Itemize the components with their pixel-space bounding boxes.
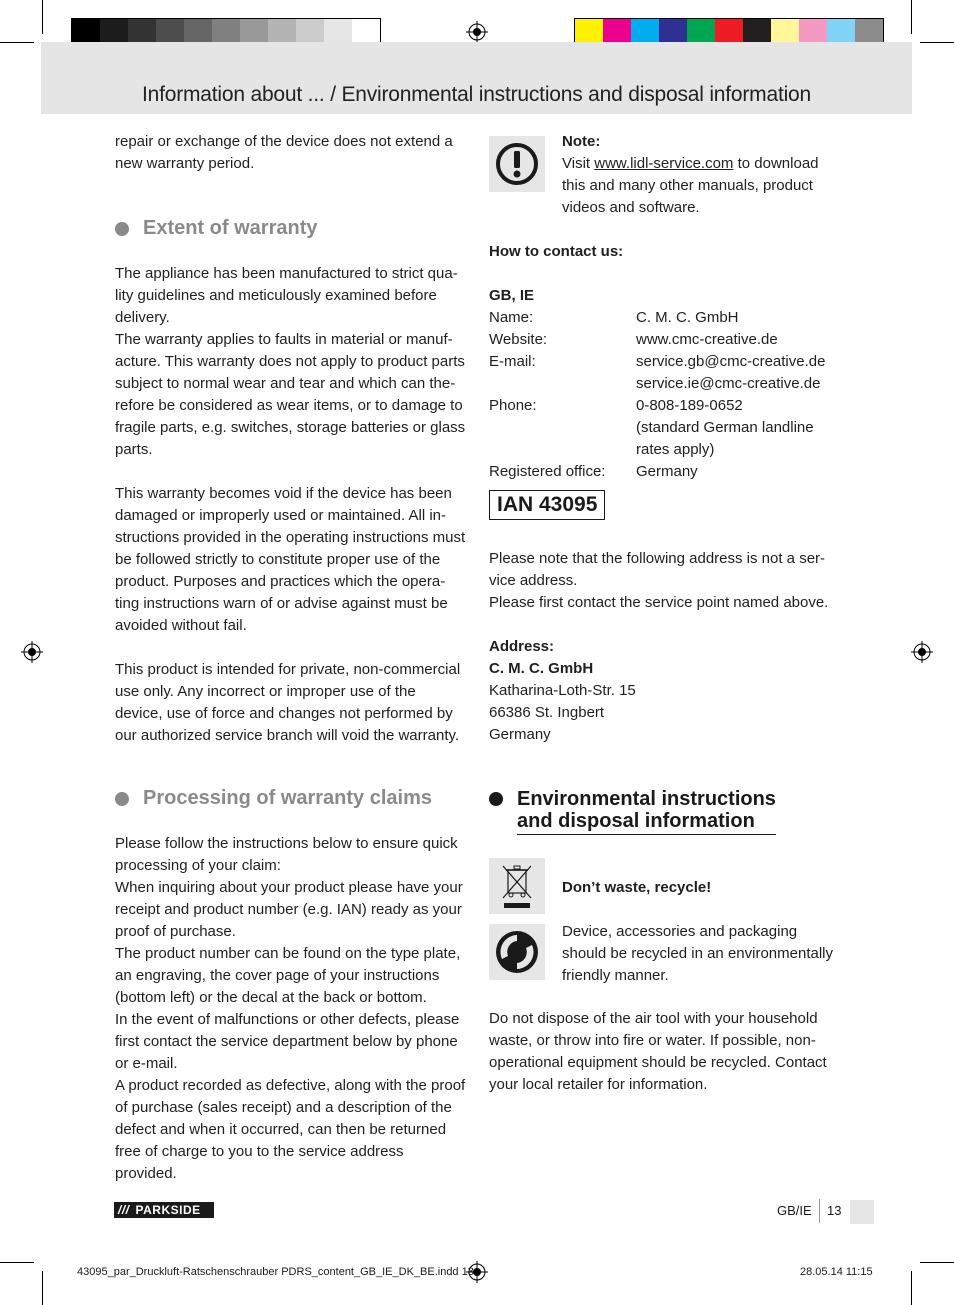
extent-of-warranty-heading	[115, 217, 467, 240]
note-icon-box	[489, 136, 545, 192]
recycle-title: Don’t waste, recycle!	[562, 879, 712, 896]
contact-value: service.gb@cmc-creative.de	[636, 353, 826, 370]
paragraph: Please first contact the service point named above.	[489, 594, 829, 611]
contact-table	[489, 307, 841, 483]
bullet-icon	[115, 222, 129, 236]
contact-key	[489, 373, 636, 395]
contact-key	[489, 439, 636, 461]
extent-section	[115, 263, 467, 747]
address-label: Address:	[489, 638, 555, 655]
contact-row	[489, 395, 841, 417]
crop-mark	[0, 1262, 34, 1263]
contact-value: (standard German landline	[636, 419, 814, 436]
disposal-text: Do not dispose of the air tool with your household waste, or throw into fire or water. If possible, non-operational equipment should be recycled. Contact your local retailer for information.	[489, 1010, 827, 1093]
note-text	[562, 153, 842, 219]
contact-key: Website:	[489, 331, 548, 348]
crop-mark	[0, 42, 34, 43]
weee-icon-box	[489, 858, 545, 914]
contact-row	[489, 417, 841, 439]
heading-line-1: Environmental instructions	[517, 788, 776, 810]
brand-name: PARKSIDE	[135, 1203, 201, 1217]
contact-row	[489, 373, 841, 395]
contact-key: Phone:	[489, 397, 537, 414]
address-city: 66386 St. Ingbert	[489, 704, 605, 721]
crop-mark	[920, 42, 954, 43]
lidl-service-link[interactable]: www.lidl-service.com	[594, 155, 734, 172]
logo-stripes-icon: ///	[118, 1203, 130, 1217]
paragraph: A product recorded as defective, along with the proof of purchase (sales receipt) and a description of the defect and when it occurred, can then be returned free of charge to you to the service address provided.	[115, 1077, 466, 1182]
crop-mark	[42, 0, 43, 34]
paragraph: Please follow the instructions below to ensure quick processing of your claim:	[115, 835, 458, 874]
crop-mark	[42, 1271, 43, 1305]
crossed-bin-icon	[495, 861, 539, 911]
region-label: GB, IE	[489, 287, 535, 304]
exclamation-icon	[495, 142, 539, 186]
address-block	[489, 548, 841, 746]
note-post: to download this and many other manuals, product videos and software.	[562, 155, 819, 216]
language-label: GB/IE	[777, 1203, 812, 1218]
environmental-heading	[489, 788, 841, 835]
paragraph: This warranty becomes void if the device has been damaged or improperly used or maintained. All in-structions provided in the operating instructions must be followed strictly to constitute proper use of the product. Purposes and practices which the opera-ting instructions warn of or advise against must be avoided without fail.	[115, 485, 466, 634]
address-company: C. M. C. GmbH	[489, 660, 594, 677]
heading-text: Processing of warranty claims	[143, 787, 433, 809]
heading-text: Extent of warranty	[143, 217, 318, 239]
crop-mark	[911, 0, 912, 34]
paragraph: Please note that the following address is not a ser-vice address.	[489, 550, 826, 589]
paragraph: In the event of malfunctions or other defects, please first contact the service department below by phone or e-mail.	[115, 1011, 460, 1072]
contact-key	[489, 417, 636, 439]
note-label: Note:	[562, 133, 601, 150]
contact-heading: How to contact us:	[489, 243, 624, 260]
note-block	[562, 131, 842, 219]
recycle-text: Device, accessories and packaging should be recycled in an environmentally friendly manner.	[562, 923, 833, 984]
paragraph: When inquiring about your product please have your receipt and product number (e.g. IAN) ready as your proof of purchase.	[115, 879, 463, 940]
page-number: 13	[827, 1203, 842, 1218]
paragraph: The appliance has been manufactured to strict qua-lity guidelines and meticulously examined before delivery.	[115, 265, 458, 326]
contact-row	[489, 351, 841, 373]
header-band	[41, 42, 912, 114]
bullet-icon	[489, 792, 503, 806]
paragraph: This product is intended for private, non-commercial use only. Any incorrect or improper use of the device, use of force and changes not performed by our authorized service branch will void the warranty.	[115, 661, 461, 744]
crop-mark	[920, 1262, 954, 1263]
contact-key: E-mail:	[489, 353, 536, 370]
contact-value: Germany	[636, 463, 698, 480]
green-dot-icon-box	[489, 924, 545, 980]
contact-key: Registered office:	[489, 463, 606, 480]
heading-text	[517, 788, 776, 835]
registration-mark-icon	[911, 641, 933, 663]
heading-line-2: and disposal information	[517, 810, 755, 832]
contact-key: Name:	[489, 309, 534, 326]
contact-value: C. M. C. GmbH	[636, 309, 739, 326]
contact-row	[489, 439, 841, 461]
processing-warranty-claims-heading	[115, 787, 467, 810]
contact-value: 0-808-189-0652	[636, 397, 743, 414]
address-street: Katharina-Loth-Str. 15	[489, 682, 636, 699]
claims-section	[115, 833, 467, 1185]
note-pre: Visit	[562, 155, 595, 172]
contact-value: rates apply)	[636, 441, 715, 458]
contact-value: www.cmc-creative.de	[636, 331, 778, 348]
ian-number: IAN 43095	[489, 490, 605, 520]
address-country: Germany	[489, 726, 551, 743]
crop-mark	[911, 1271, 912, 1305]
contact-block	[489, 241, 841, 483]
page-number-box	[850, 1200, 874, 1224]
paragraph: The warranty applies to faults in material or manuf-acture. This warranty does not apply to product parts subject to normal wear and tear and which can the-refore be considered as wear items, or to damage to fragile parts, e.g. switches, storage batteries or glass parts.	[115, 331, 466, 458]
contact-row	[489, 329, 841, 351]
registration-mark-icon	[21, 641, 43, 663]
paragraph: The product number can be found on the type plate, an engraving, the cover page of your instructions (bottom left) or the decal at the back or bottom.	[115, 945, 461, 1006]
page-title: Information about ... / Environmental instructions and disposal information	[141, 83, 812, 106]
contact-row	[489, 461, 841, 483]
file-info: 43095_par_Druckluft-Ratschenschrauber PDRS_content_GB_IE_DK_BE.indd 13	[77, 1266, 474, 1278]
contact-row	[489, 307, 841, 329]
parkside-logo	[114, 1202, 214, 1218]
green-dot-recycle-icon	[494, 929, 540, 975]
registration-mark-icon	[466, 21, 488, 43]
print-date: 28.05.14 11:15	[800, 1266, 873, 1278]
footer-divider	[819, 1199, 820, 1223]
contact-value: service.ie@cmc-creative.de	[636, 375, 821, 392]
bullet-icon	[115, 792, 129, 806]
intro-paragraph: repair or exchange of the device does not extend a new warranty period.	[115, 133, 453, 172]
